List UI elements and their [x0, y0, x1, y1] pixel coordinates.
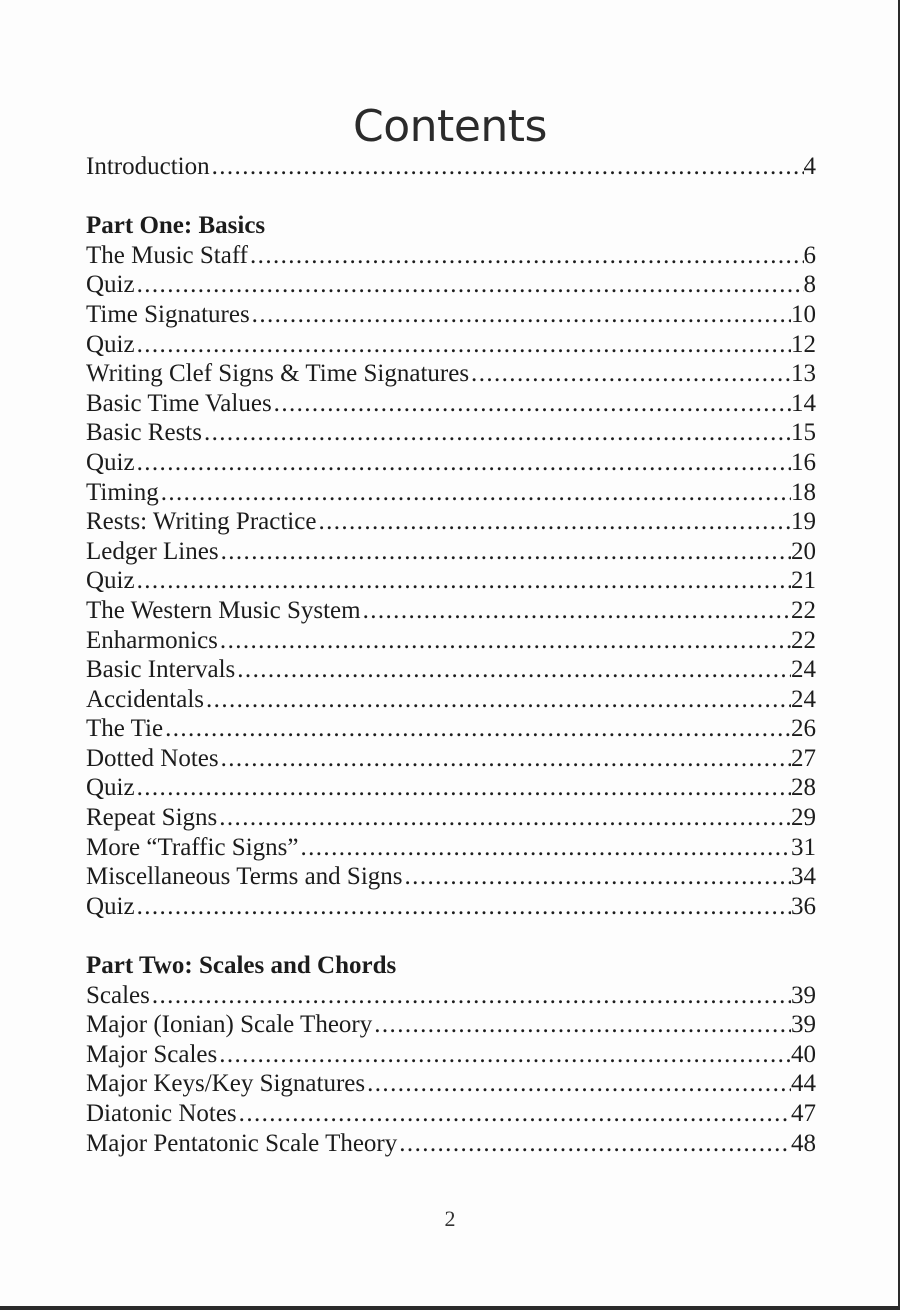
toc-entry-label: Dotted Notes — [86, 744, 219, 772]
toc-entry-label: Major Pentatonic Scale Theory — [86, 1129, 398, 1157]
toc-entry-label: Basic Rests — [86, 419, 202, 447]
toc-entry-label: Miscellaneous Terms and Signs — [86, 863, 403, 891]
toc-entry-page: 40 — [791, 1040, 816, 1068]
toc-entry-page: 19 — [791, 508, 816, 536]
toc-entry-page: 16 — [791, 448, 816, 476]
toc-entry — [86, 448, 816, 478]
section-heading-part-two: Part Two: Scales and Chords — [86, 952, 397, 980]
toc-entry-page: 39 — [791, 1011, 816, 1039]
dot-leader — [137, 566, 791, 596]
toc-entry — [86, 981, 816, 1011]
toc-entry-page: 24 — [791, 656, 816, 684]
toc-entry-label: Basic Intervals — [86, 656, 236, 684]
toc-entry-label: Writing Clef Signs & Time Signatures — [86, 360, 470, 388]
toc-entry-page: 24 — [791, 685, 816, 713]
toc-entry-page: 10 — [791, 300, 816, 328]
dot-leader — [221, 744, 791, 774]
toc-entry — [86, 773, 816, 803]
toc-entry — [86, 655, 816, 685]
dot-leader — [220, 626, 791, 656]
dot-leader — [212, 152, 804, 182]
toc-entry-page: 29 — [791, 804, 816, 832]
toc-entry — [86, 892, 816, 922]
toc-entry — [86, 714, 816, 744]
dot-leader — [152, 981, 791, 1011]
toc-entry — [86, 626, 816, 656]
toc-entry-page: 48 — [791, 1129, 816, 1157]
section-spacer — [86, 182, 816, 212]
dot-leader — [367, 1069, 791, 1099]
toc-entry-label: Diatonic Notes — [86, 1100, 237, 1127]
toc-entry — [86, 418, 816, 448]
toc-entry — [86, 1099, 816, 1129]
page-title: Contents — [353, 101, 547, 153]
toc-entry-label: Quiz — [86, 774, 135, 802]
part-one-entries — [86, 241, 816, 922]
toc-entry-label: Timing — [86, 478, 159, 506]
section-heading-part-one: Part One: Basics — [86, 212, 266, 240]
page-number: 2 — [444, 1206, 456, 1231]
toc-entry — [86, 270, 816, 300]
toc-entry-label: Quiz — [86, 567, 135, 595]
toc-entry-page: 21 — [791, 567, 816, 595]
toc-entry-label: The Music Staff — [86, 241, 249, 269]
toc-entry-page: 15 — [791, 419, 816, 447]
dot-leader — [137, 892, 791, 922]
dot-leader — [204, 418, 791, 448]
toc-entry-label: The Tie — [86, 715, 164, 743]
toc-entry-label: Quiz — [86, 448, 135, 476]
toc-entry — [86, 478, 816, 508]
toc-entry-page: 34 — [791, 863, 816, 891]
toc-entry — [86, 359, 816, 389]
toc-entry-label: Quiz — [86, 271, 135, 299]
toc-entry-label: Major Keys/Key Signatures — [86, 1070, 366, 1098]
toc-entry — [86, 1069, 816, 1099]
toc-entry-page: 27 — [791, 744, 816, 772]
dot-leader — [252, 300, 791, 330]
dot-leader — [161, 478, 791, 508]
toc-entry-page: 39 — [791, 981, 816, 1009]
toc-entry-page: 31 — [791, 833, 816, 861]
toc-entry — [86, 300, 816, 330]
toc-entry-label: Enharmonics — [86, 626, 218, 654]
toc-entry-label: Accidentals — [86, 685, 205, 713]
toc-entry-page: 12 — [791, 330, 816, 358]
dot-leader — [399, 1129, 791, 1159]
toc-entry-label: Introduction — [86, 153, 210, 180]
toc-entry-page: 6 — [803, 241, 816, 269]
dot-leader — [219, 803, 791, 833]
toc-entry-label: Basic Time Values — [86, 389, 272, 417]
part-two-entries — [86, 981, 816, 1159]
toc-entry-introduction — [86, 152, 816, 182]
toc-entry-page: 18 — [791, 478, 816, 506]
toc-entry-label: The Western Music System — [86, 596, 361, 624]
toc-entry-label: Quiz — [86, 330, 135, 358]
toc-entry — [86, 1010, 816, 1040]
section-spacer — [86, 921, 816, 951]
toc-entry-label: Major (Ionian) Scale Theory — [86, 1011, 373, 1039]
dot-leader — [137, 773, 791, 803]
toc-entry-page: 44 — [791, 1070, 816, 1098]
toc-entry — [86, 537, 816, 567]
toc-entry-page: 20 — [791, 537, 816, 565]
toc-entry-label: Repeat Signs — [86, 804, 218, 832]
toc-entry-label: Rests: Writing Practice — [86, 508, 317, 536]
toc-entry-page: 14 — [791, 389, 816, 417]
dot-leader — [221, 537, 791, 567]
dot-leader — [274, 389, 791, 419]
toc-entry-page: 28 — [791, 774, 816, 802]
toc-entry — [86, 507, 816, 537]
dot-leader — [206, 685, 791, 715]
toc-entry-label: Scales — [86, 981, 150, 1009]
dot-leader — [239, 1099, 791, 1129]
toc-entry — [86, 833, 816, 863]
toc-entry-label: Time Signatures — [86, 300, 250, 328]
toc-entry — [86, 596, 816, 626]
toc-entry-page: 47 — [791, 1100, 816, 1127]
toc-entry — [86, 1040, 816, 1070]
dot-leader — [300, 833, 791, 863]
toc-entry — [86, 241, 816, 271]
dot-leader — [250, 241, 803, 271]
toc-entry — [86, 744, 816, 774]
toc-entry-page: 22 — [791, 596, 816, 624]
toc-entry-label: More “Traffic Signs” — [86, 833, 299, 861]
toc-entry — [86, 803, 816, 833]
toc-entry-page: 4 — [803, 153, 816, 180]
toc-entry-page: 13 — [791, 360, 816, 388]
toc-entry-page: 26 — [791, 715, 816, 743]
toc-entry-label: Major Scales — [86, 1040, 218, 1068]
toc-entry — [86, 330, 816, 360]
dot-leader — [471, 359, 791, 389]
dot-leader — [137, 448, 791, 478]
dot-leader — [318, 507, 791, 537]
dot-leader — [405, 862, 791, 892]
toc-entry — [86, 685, 816, 715]
toc-entry — [86, 389, 816, 419]
dot-leader — [165, 714, 791, 744]
dot-leader — [237, 655, 791, 685]
toc-entry-page: 8 — [803, 271, 816, 299]
toc-entry-label: Quiz — [86, 892, 135, 920]
dot-leader — [374, 1010, 791, 1040]
toc-entry-label: Ledger Lines — [86, 537, 219, 565]
toc-entry-page: 36 — [791, 892, 816, 920]
toc-entry — [86, 566, 816, 596]
table-of-contents — [86, 152, 816, 1158]
dot-leader — [137, 330, 791, 360]
toc-entry-page: 22 — [791, 626, 816, 654]
dot-leader — [219, 1040, 791, 1070]
dot-leader — [363, 596, 791, 626]
dot-leader — [137, 270, 804, 300]
toc-entry — [86, 1129, 816, 1159]
toc-entry — [86, 862, 816, 892]
